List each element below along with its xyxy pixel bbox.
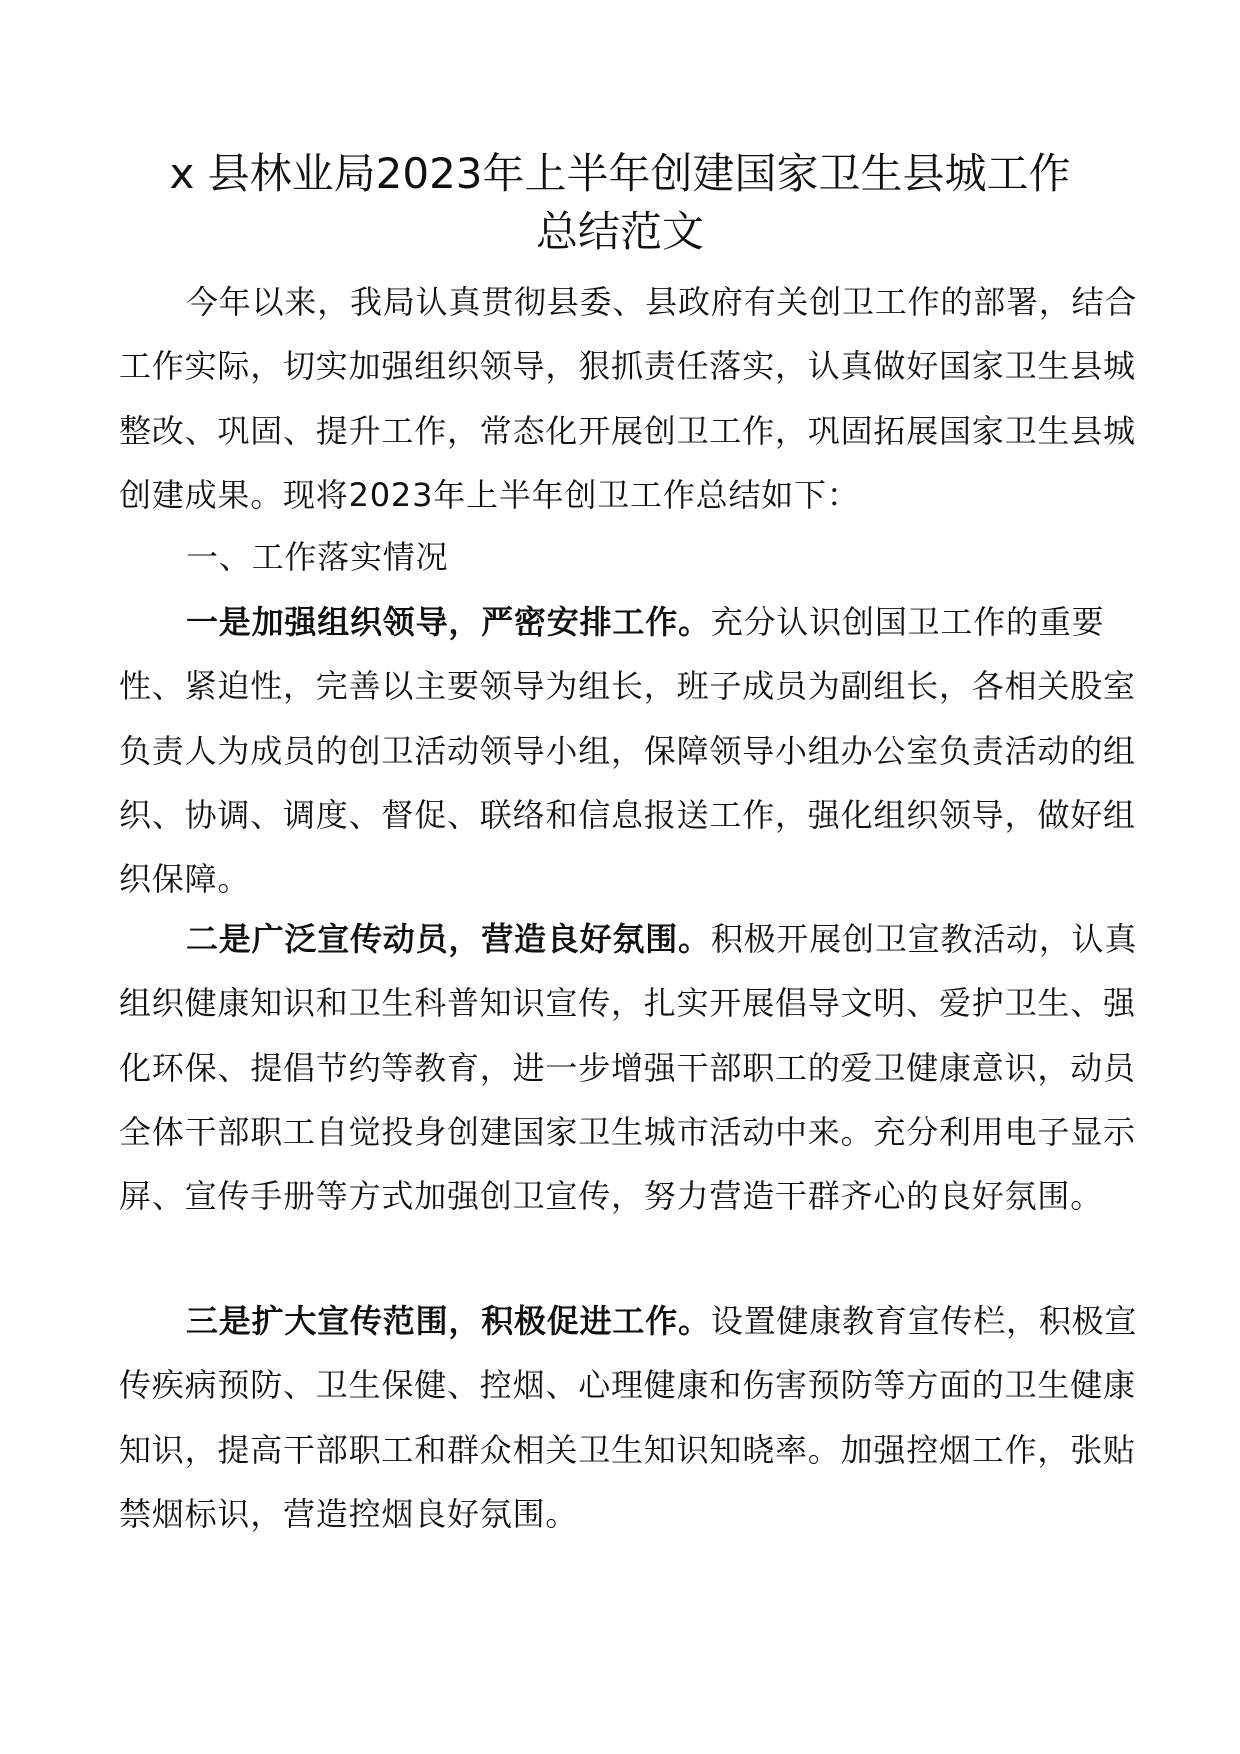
document-title-line-1: x 县林业局2023年上半年创建国家卫生县城工作 — [169, 149, 1071, 198]
paragraph-expand-publicity — [119, 1289, 1149, 1546]
paragraph-text: 充分认识创国卫工作的重要性、紧迫性，完善以主要领导为组长，班子成员为副组长，各相关股室负责人为成员的创卫活动领导小组，保障领导小组办公室负责活动的组织、协调、调度、督促、联络和信息报送工作，强化组织领导，做好组织保障。 — [119, 603, 1136, 899]
paragraph-text: 设置健康教育宣传栏，积极宣传疾病预防、卫生保健、控烟、心理健康和伤害预防等方面的卫生健康知识，提高干部职工和群众相关卫生知识知晓率。加强控烟工作，张贴禁烟标识，营造控烟良好氛围。 — [119, 1302, 1138, 1533]
section-heading-work-implementation: 一、工作落实情况 — [186, 538, 449, 576]
paragraph-lead: 三是扩大宣传范围，积极促进工作。 — [186, 1302, 711, 1340]
paragraph-lead: 一是加强组织领导，严密安排工作。 — [186, 603, 711, 641]
document-title-line-2: 总结范文 — [535, 207, 704, 256]
paragraph-text: 积极开展创卫宣教活动，认真组织健康知识和卫生科普知识宣传，扎实开展倡导文明、爱护卫生、强化环保、提倡节约等教育，进一步增强干部职工的爱卫健康意识，动员全体干部职工自觉投身创建国家卫生城市活动中来。充分利用电子显示屏、宣传手册等方式加强创卫宣传，努力营造干群齐心的良好氛围。 — [119, 920, 1138, 1216]
paragraph-organization-leadership — [119, 590, 1149, 911]
intro-paragraph: 今年以来，我局认真贯彻县委、县政府有关创卫工作的部署，结合工作实际，切实加强组织领导，狠抓责任落实，认真做好国家卫生县城整改、巩固、提升工作，常态化开展创卫工作，巩固拓展国家卫生县城创建成果。现将2023年上半年创卫工作总结如下： — [119, 283, 1138, 514]
paragraph-publicity-mobilization — [119, 907, 1149, 1228]
paragraph-lead: 二是广泛宣传动员，营造良好氛围。 — [186, 920, 711, 958]
